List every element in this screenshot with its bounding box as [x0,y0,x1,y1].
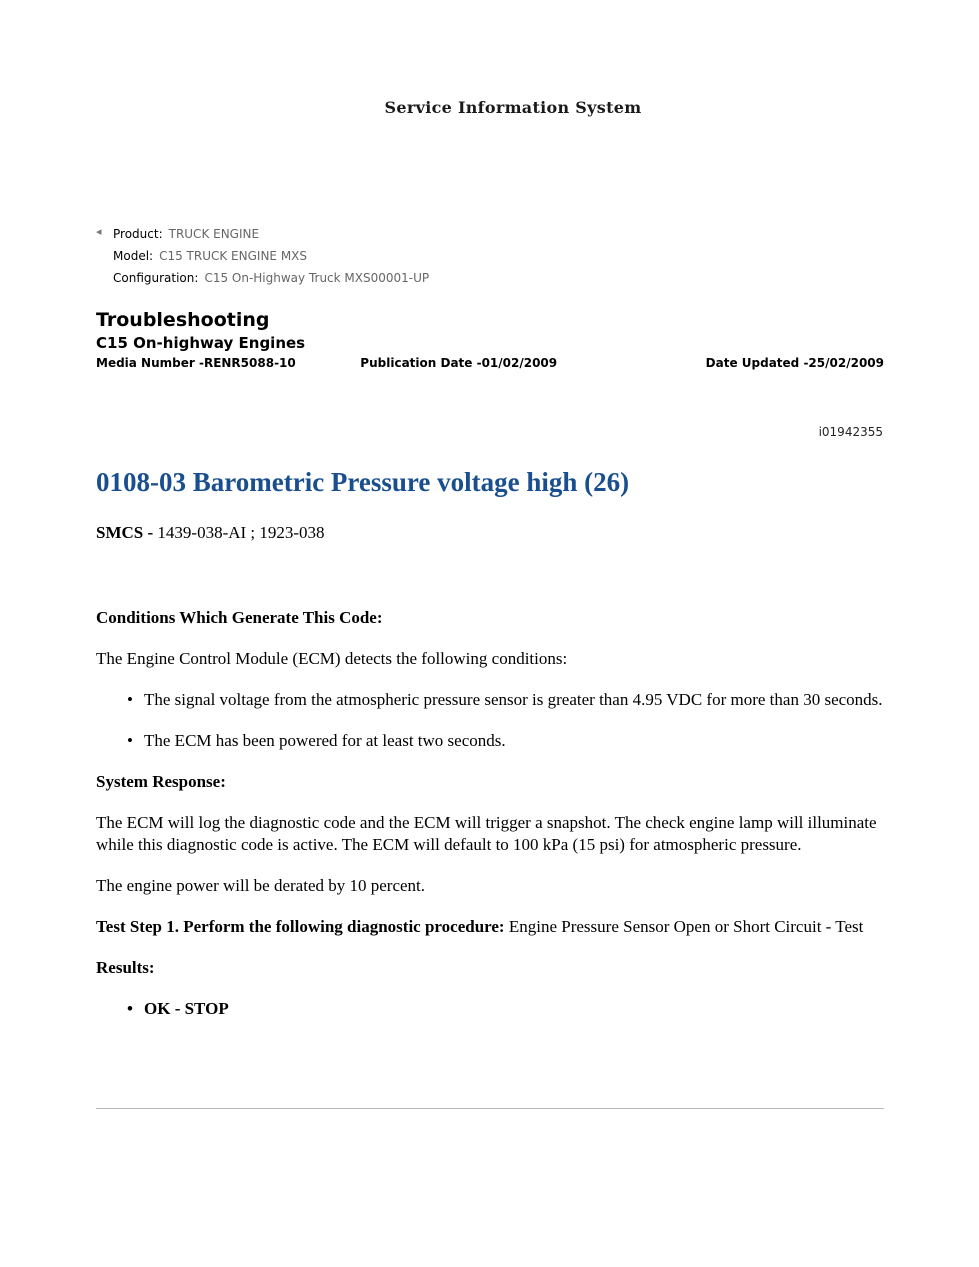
article-heading: 0108-03 Barometric Pressure voltage high (26) [96,467,630,497]
document-title: Troubleshooting [96,309,270,331]
model-label: Model: [113,249,154,263]
smcs-label: SMCS - [96,523,154,542]
results-heading: Results: [96,958,155,977]
test-step [96,916,884,938]
publication-date: Publication Date -01/02/2009 [360,356,558,370]
test-step-label: Test Step 1. Perform the following diagnostic procedure: [96,917,505,936]
list-item: • The ECM has been powered for at least two seconds. [96,730,884,752]
conditions-intro: The Engine Control Module (ECM) detects the following conditions: [96,649,568,668]
response-heading: System Response: [96,772,226,791]
test-step-value: Engine Pressure Sensor Open or Short Circuit - Test [504,917,864,936]
product-row [96,223,429,245]
response-text: The ECM will log the diagnostic code and the ECM will trigger a snapshot. The check engine lamp will illuminate while this diagnostic code is active. The ECM will default to 100 kPa (15 psi) for atmospheric pressure. [96,813,877,854]
configuration-label: Configuration: [113,271,199,285]
system-title: Service Information System [384,98,642,117]
conditions-list [96,689,884,752]
product-breadcrumb [96,223,429,289]
product-value[interactable]: TRUCK ENGINE [168,227,260,241]
configuration-row [96,267,429,289]
list-item: • The signal voltage from the atmospheric pressure sensor is greater than 4.95 VDC for more than 30 seconds. [96,689,884,711]
model-row [96,245,429,267]
list-item: • OK - STOP [96,998,884,1020]
smcs-line [96,522,884,544]
date-updated: Date Updated -25/02/2009 [705,356,884,370]
media-number: Media Number -RENR5088-10 [96,356,296,370]
document-id: i01942355 [818,425,883,439]
derate-text: The engine power will be derated by 10 percent. [96,876,426,895]
conditions-heading: Conditions Which Generate This Code: [96,608,383,627]
document-subtitle: C15 On-highway Engines [96,334,306,352]
product-label: Product: [113,227,163,241]
model-value[interactable]: C15 TRUCK ENGINE MXS [159,249,308,263]
results-list [96,998,884,1020]
divider [96,1108,884,1109]
back-arrow-icon[interactable]: ◂ [96,225,102,238]
document-header [96,308,884,370]
smcs-value: 1439-038-AI ; 1923-038 [153,523,325,542]
configuration-value[interactable]: C15 On-Highway Truck MXS00001-UP [204,271,430,285]
article-body [96,462,884,1039]
publication-info [96,356,884,370]
